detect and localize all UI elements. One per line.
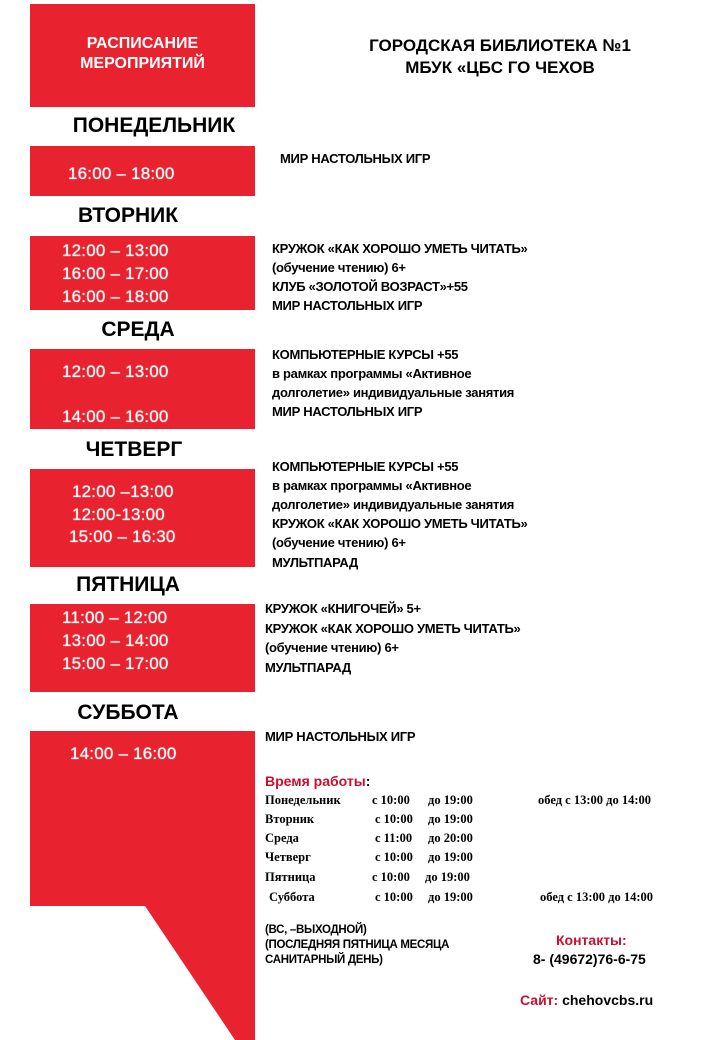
event-item: в рамках программы «Активное — [272, 478, 472, 493]
day-heading-thursday: ЧЕТВЕРГ — [85, 438, 183, 461]
event-item: долголетие» индивидуальные занятия — [272, 385, 515, 400]
wh-to: до 19:00 — [428, 890, 473, 904]
event-item: в рамках программы «Активное — [272, 366, 472, 381]
badge-line-2: МЕРОПРИЯТИЙ — [80, 55, 205, 72]
wh-day: Вторник — [265, 812, 315, 826]
time-slot: 12:00 –13:00 — [72, 482, 174, 501]
wh-to: до 19:00 — [428, 793, 473, 807]
wh-from: с 10:00 — [375, 890, 413, 904]
event-item: КЛУБ «ЗОЛОТОЙ ВОЗРАСТ»+55 — [272, 279, 468, 294]
time-slot: 12:00-13:00 — [72, 505, 165, 524]
wh-to: до 19:00 — [425, 870, 470, 884]
site-line — [520, 992, 653, 1008]
wh-from: с 10:00 — [375, 812, 413, 826]
event-item: КОМПЬЮТЕРНЫЕ КУРСЫ +55 — [272, 459, 459, 474]
time-slot: 12:00 – 13:00 — [62, 362, 169, 381]
event-item: МИР НАСТОЛЬНЫХ ИГР — [272, 404, 423, 419]
header-badge-text — [30, 34, 255, 74]
work-hours-title — [265, 773, 370, 789]
wh-day: Пятница — [265, 870, 316, 884]
wh-from: с 11:00 — [375, 831, 413, 845]
title-line-1: ГОРОДСКАЯ БИБЛИОТЕКА №1 — [369, 36, 631, 55]
day-heading-monday: ПОНЕДЕЛЬНИК — [72, 114, 236, 137]
wh-lunch: обед с 13:00 до 14:00 — [538, 793, 651, 807]
time-slot: 15:00 – 16:30 — [69, 527, 176, 546]
note-line-1: (ВС, –ВЫХОДНОЙ) — [265, 924, 367, 936]
event-item: МУЛЬТПАРАД — [265, 660, 351, 675]
wh-day: Среда — [265, 831, 299, 845]
day-heading-friday: ПЯТНИЦА — [76, 573, 180, 596]
work-hours-label: Время работы — [265, 773, 366, 789]
event-item: (обучение чтению) 6+ — [265, 640, 399, 655]
wh-lunch: обед с 13:00 до 14:00 — [540, 890, 653, 904]
time-slot: 16:00 – 18:00 — [62, 287, 169, 306]
wh-to: до 20:00 — [428, 831, 473, 845]
title-line-2: МБУК «ЦБС ГО ЧЕХОВ — [405, 58, 595, 77]
wh-from: с 10:00 — [372, 870, 410, 884]
page-title — [300, 35, 700, 79]
time-slot: 12:00 – 13:00 — [62, 241, 169, 260]
time-slot: 13:00 – 14:00 — [62, 631, 169, 650]
day-heading-saturday: СУББОТА — [77, 701, 179, 724]
event-item: КРУЖОК «КАК ХОРОШО УМЕТЬ ЧИТАТЬ» — [272, 241, 528, 256]
badge-line-1: РАСПИСАНИЕ — [86, 35, 199, 52]
site-url[interactable]: chehovcbs.ru — [562, 992, 654, 1008]
note-line-3: САНИТАРНЫЙ ДЕНЬ) — [265, 954, 383, 966]
wh-day: Понедельник — [265, 793, 341, 807]
event-item: долголетие» индивидуальные занятия — [272, 497, 515, 512]
block-saturday — [30, 731, 255, 1040]
wh-from: с 10:00 — [375, 850, 413, 864]
event-item: КОМПЬЮТЕРНЫЕ КУРСЫ +55 — [272, 347, 459, 362]
closed-days-note — [265, 923, 449, 968]
wh-from: с 10:00 — [372, 793, 410, 807]
work-hours-colon: : — [365, 773, 371, 789]
wh-day: Суббота — [269, 890, 315, 904]
event-item: КРУЖОК «КАК ХОРОШО УМЕТЬ ЧИТАТЬ» — [272, 516, 528, 531]
contacts-label: Контакты: — [556, 932, 627, 948]
wh-to: до 19:00 — [428, 850, 473, 864]
note-line-2: (ПОСЛЕДНЯЯ ПЯТНИЦА МЕСЯЦА — [265, 939, 450, 951]
time-slot: 16:00 – 18:00 — [68, 164, 175, 183]
event-item: МИР НАСТОЛЬНЫХ ИГР — [265, 729, 416, 744]
event-item: МУЛЬТПАРАД — [272, 555, 358, 570]
day-heading-tuesday: ВТОРНИК — [77, 204, 179, 227]
time-slot: 15:00 – 17:00 — [62, 654, 169, 673]
day-heading-wednesday: СРЕДА — [101, 318, 175, 341]
time-slot: 16:00 – 17:00 — [62, 264, 169, 283]
event-item: (обучение чтению) 6+ — [272, 260, 406, 275]
event-item: МИР НАСТОЛЬНЫХ ИГР — [272, 298, 423, 313]
time-slot: 14:00 – 16:00 — [62, 407, 169, 426]
event-item: (обучение чтению) 6+ — [272, 535, 406, 550]
site-label: Сайт: — [520, 992, 559, 1008]
event-item: КРУЖОК «КНИГОЧЕЙ» 5+ — [265, 601, 421, 616]
event-item: КРУЖОК «КАК ХОРОШО УМЕТЬ ЧИТАТЬ» — [265, 621, 521, 636]
wh-to: до 19:00 — [428, 812, 473, 826]
wh-day: Четверг — [265, 850, 311, 864]
time-slot: 11:00 – 12:00 — [62, 608, 168, 627]
contacts-phone: 8- (49672)76-6-75 — [533, 951, 646, 967]
time-slot: 14:00 – 16:00 — [70, 744, 177, 763]
event-item: МИР НАСТОЛЬНЫХ ИГР — [280, 151, 431, 166]
